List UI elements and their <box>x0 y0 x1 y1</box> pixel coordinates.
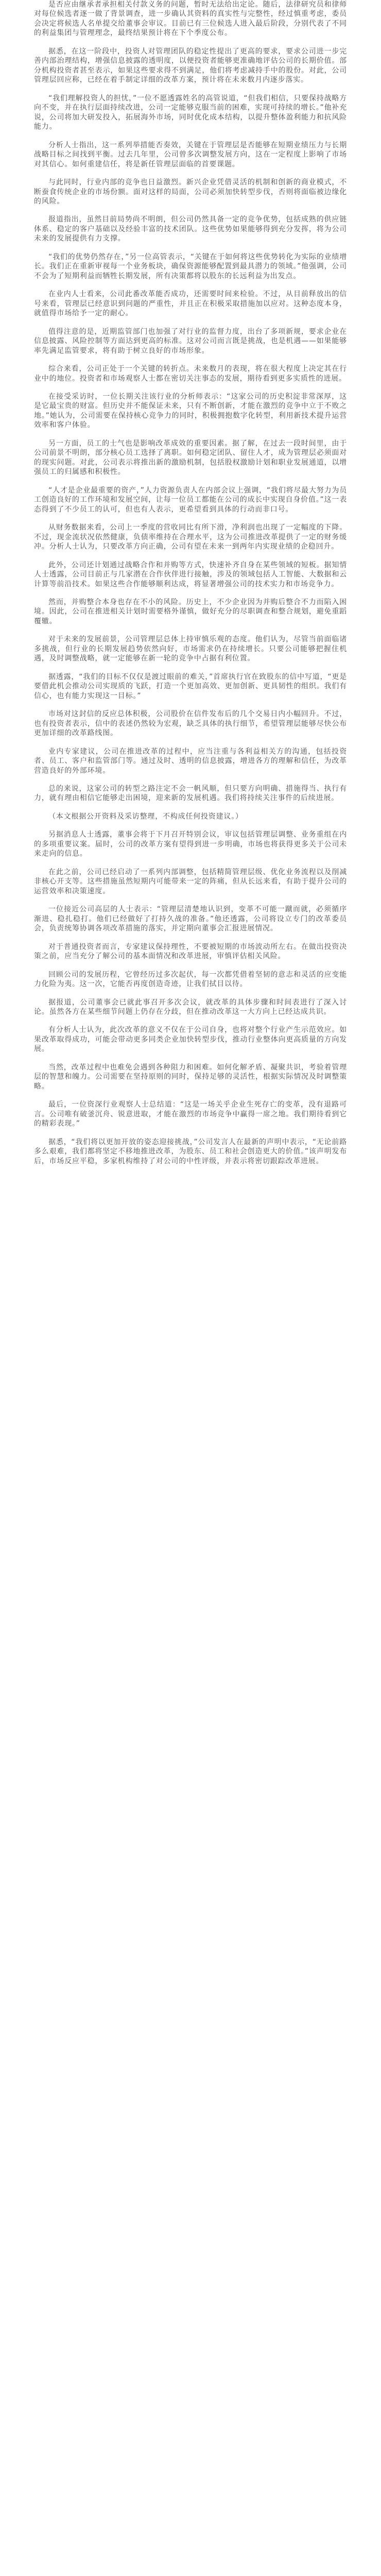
article-paragraph: 据悉，“我们将以更加开放的姿态迎接挑战，”公司发言人在最新的声明中表示，“无论前路多么艰难，我们都将坚定不移地推进改革，为股东、员工和社会创造更大的价值。”该声明发布后，市场反应平稳，多家机构维持了对公司的中性评级，并表示将密切跟踪改革进展。 <box>34 1138 347 1165</box>
article-paragraph: 报道指出，虽然目前局势尚不明朗，但公司仍然具备一定的竞争优势，包括成熟的供应链体系、稳定的客户基础以及经验丰富的技术团队。这些优势如果能够得到充分发挥，将为公司未来的发展提供有力支撑。 <box>34 215 347 243</box>
article-paragraph: 综合来看，公司正处于一个关键的转折点。未来数月的表现，将在很大程度上决定其在行业中的地位。投资者和市场观察人士都在密切关注事态的发展，期待看到更多实质性的进展。 <box>34 365 347 383</box>
article-paragraph: 据悉，在这一阶段中，投资人对管理团队的稳定性提出了更高的要求，要求公司进一步完善内部治理结构，增强信息披露的透明度，以便投资者能够更准确地评估公司的长期价值。部分机构投资者甚至表示，如果这些要求得不到满足，他们将考虑减持手中的股份。对此，公司管理层回应称，已经在着手制定详细的改革方案，预计将在未来数月内逐步落实。 <box>34 47 347 84</box>
article-paragraph: 分析人士指出，这一系列举措能否奏效，关键在于管理层是否能够在短期业绩压力与长期战略目标之间找到平衡。过去几年里，公司曾多次调整发展方向，这在一定程度上影响了市场对其信心。如何重建信任，将是新任管理层面临的首要课题。 <box>34 141 347 168</box>
article-paragraph: 从财务数据来看，公司上一季度的营收同比有所下滑，净利润也出现了一定幅度的下降。不过，现金流状况依然健康，负债率维持在合理水平，这为公司推进改革提供了一定的财务缓冲。分析人士认为，只要改革方向正确，公司有望在未来一到两年内实现业绩的企稳回升。 <box>34 523 347 551</box>
article-paragraph: 与此同时，行业内部的竞争也日益激烈。新兴企业凭借灵活的机制和创新的商业模式，不断蚕食传统企业的市场份额。面对这样的局面，公司必须加快转型步伐，否则将面临被边缘化的风险。 <box>34 178 347 206</box>
article-paragraph: “我们的优势仍然存在，”另一位高管表示，“关键在于如何将这些优势转化为实际的业绩增长。我们正在重新审视每一个业务板块，确保资源能够配置到最具潜力的领域。”他强调，公司不会为了短期利益而牺牲长期发展，所有决策都将以股东的长远利益为出发点。 <box>34 252 347 280</box>
article-paragraph: 另一方面，员工的士气也是影响改革成效的重要因素。据了解，在过去一段时间里，由于公司前景不明朗，部分核心员工选择了离职。如何稳定团队、留住人才，成为管理层必须面对的现实问题。对此，公司表示将推出新的激励机制，包括股权激励计划和职业发展通道，以增强员工的归属感和积极性。 <box>34 439 347 477</box>
article-paragraph: 一位接近公司高层的人士表示：“管理层清楚地认识到，变革不可能一蹴而就，必须循序渐进、稳扎稳打。他们已经做好了打持久战的准备。”他还透露，公司将设立专门的改革委员会，负责统筹协调各项改革措施的落实，并定期向董事会汇报进展情况。 <box>34 905 347 933</box>
article-paragraph: 最后，一位资深行业观察人士总结道：“这是一场关乎企业生死存亡的变革，没有退路可言。公司唯有破釜沉舟、锐意进取，才能在激烈的市场竞争中赢得一席之地。我们期待看到它的精彩表现。” <box>34 1100 347 1128</box>
article-paragraph: 在业内人士看来，公司此番改革能否成功，还需要时间来检验。不过，从目前释放出的信号来看，管理层已经意识到问题的严重性，并且正在积极采取措施加以应对。这种态度本身，就值得市场给予一定的耐心。 <box>34 290 347 318</box>
article-paragraph: 当然，改革过程中也难免会遇到各种阻力和困难。如何化解矛盾、凝聚共识，考验着管理层的智慧和魄力。公司需要在坚持原则的同时，保持足够的灵活性，根据实际情况及时调整策略。 <box>34 1063 347 1091</box>
article-paragraph: 对于普通投资者而言，专家建议保持理性，不要被短期的市场波动所左右。在做出投资决策之前，应当充分了解公司的基本面情况和改革进展，审慎评估相关风险。 <box>34 942 347 961</box>
article-paragraph: 是否应由继承者承担相关付款义务的问题，暂时无法给出定论。随后，法律研究员和律师对每位候选者逐一做了背景调查，进一步确认其资料的真实性与完整性，经过慎重考虑，委员会决定将候选人名单提交给董事会审议。目前已有三位候选人进入最后阶段，分别代表了不同的利益集团与管理理念，最终结果预计将在下个季度公布。 <box>34 1 347 38</box>
article-paragraph: 总的来说，这家公司的转型之路注定不会一帆风顺，但只要方向明确、措施得当、执行有力，就有理由相信它能够走出困境，迎来新的发展机遇。我们将持续关注事件的后续进展。 <box>34 785 347 803</box>
article-paragraph: 另据消息人士透露，董事会将于下月召开特别会议，审议包括管理层调整、业务重组在内的多项重要议案。届时，公司的改革方案有望得到进一步明确，市场也将获得更多关于公司未来走向的信息。 <box>34 831 347 858</box>
article-paragraph: “人才是企业最重要的资产，”人力资源负责人在内部会议上强调，“我们将尽最大努力为员工创造良好的工作环境和发展空间，让每一位员工都能在公司的成长中实现自身价值。”这一表态得到了不少员工的认可，但也有人表示，更希望看到具体的行动而非口号。 <box>34 486 347 514</box>
article-paragraph: 有分析人士认为，此次改革的意义不仅在于公司自身，也将对整个行业产生示范效应。如果改革取得成功，可能会带动更多同类企业加快转型步伐，推动行业整体向更高质量的方向发展。 <box>34 1026 347 1054</box>
article-paragraph: 值得注意的是，近期监管部门也加强了对行业的监督力度，出台了多项新规，要求企业在信息披露、风险控制等方面达到更高的标准。这对公司而言既是挑战，也是机遇——如果能够率先满足监管要求，将有助于树立良好的市场形象。 <box>34 327 347 355</box>
article-body <box>34 0 347 1166</box>
article-paragraph: “我们理解投资人的担忧，”一位不愿透露姓名的高管说道，“但我们相信，只要保持战略方向不变，并在执行层面持续改进，公司一定能够克服当前的困难，实现可持续的增长。”他补充说，公司将加大研发投入，拓展海外市场，同时优化成本结构，以提升整体盈利能力和抗风险能力。 <box>34 94 347 131</box>
article-paragraph: 业内专家建议，公司在推进改革的过程中，应当注重与各利益相关方的沟通，包括投资者、员工、客户和监管部门等。通过及时、透明的信息披露，增进各方的理解和信任，为改革营造良好的外部环境。 <box>34 747 347 775</box>
article-paragraph: 在此之前，公司已经启动了一系列内部调整，包括精简管理层级、优化业务流程以及削减非核心开支等。这些措施虽然短期内可能带来一定的阵痛，但从长远来看，有助于提升公司的运营效率和决策速度。 <box>34 868 347 895</box>
article-paragraph: 据报道，公司董事会已就此事召开多次会议，就改革的具体步骤和时间表进行了深入讨论。虽然各方在某些细节问题上仍存在分歧，但在推动改革这一大方向上已经达成共识。 <box>34 998 347 1016</box>
article-paragraph: 回顾公司的发展历程，它曾经历过多次起伏，每一次都凭借着坚韧的意志和灵活的应变能力化险为夷。这一次，它能否再度创造奇迹，让我们拭目以待。 <box>34 970 347 989</box>
article-paragraph: 市场对这封信的反应总体积极，公司股价在信件发布后的几个交易日内小幅回升。不过，也有投资者表示，信中的表述仍然较为宏观，缺乏具体的执行细节，希望管理层能够尽快公布更加详细的改革路线图。 <box>34 710 347 738</box>
article-paragraph: 对于未来的发展前景，公司管理层总体上持审慎乐观的态度。他们认为，尽管当前面临诸多挑战，但行业的长期发展趋势依然向好，市场需求仍在持续增长。只要公司能够把握住机遇，及时调整战略，就一定能够在新一轮的竞争中占据有利位置。 <box>34 635 347 663</box>
article-paragraph: 此外，公司还计划通过战略合作和并购等方式，快速补齐自身在某些领域的短板。据知情人士透露，公司目前正与几家潜在合作伙伴进行接触，涉及的领域包括人工智能、大数据和云计算等前沿技术。如果这些合作能够顺利达成，将显著增强公司的技术实力和市场竞争力。 <box>34 561 347 588</box>
article-paragraph: 然而，并购整合本身也存在不小的风险。历史上，不少企业因为并购后整合不力而陷入困境。因此，公司在推进相关计划时需要格外谨慎，做好充分的尽职调查和整合规划，避免重蹈覆辙。 <box>34 598 347 625</box>
article-paragraph: 在接受采访时，一位长期关注该行业的分析师表示：“这家公司的历史积淀非常深厚，这是它最宝贵的财富。但历史并不能保证未来，只有不断创新，才能在激烈的竞争中立于不败之地。”她认为，公司需要在保持核心竞争力的同时，积极拥抱数字化转型，利用新技术提升运营效率和客户体验。 <box>34 393 347 430</box>
article-paragraph: 据透露，“我们的目标不仅仅是渡过眼前的难关，”首席执行官在致股东的信中写道，“更是要借此机会推动公司实现质的飞跃，打造一个更加高效、更加创新、更具韧性的组织。我们有信心，也有能力实现这一目标。” <box>34 672 347 700</box>
article-paragraph: （本文根据公开资料及采访整理，不构成任何投资建议。） <box>48 812 243 821</box>
